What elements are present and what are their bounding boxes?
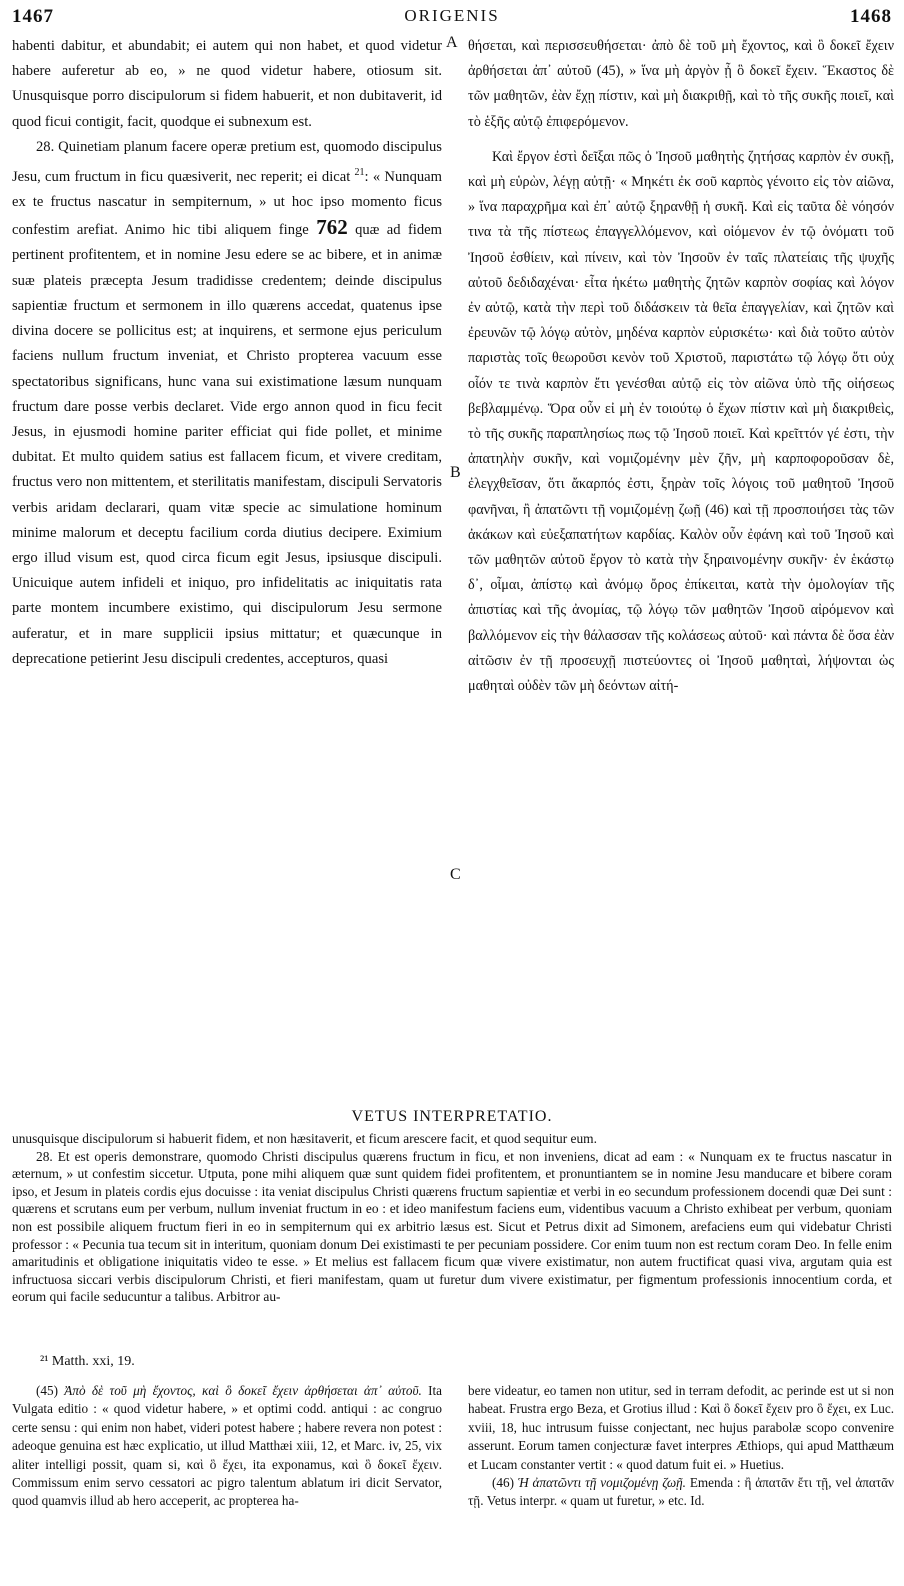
column-number-762: 762 <box>316 215 348 240</box>
note-46-label: (46) <box>492 1475 514 1491</box>
note-46-greek: Ἡ ἀπατῶντι τῇ νομιζομένῃ ζωῇ. <box>517 1475 686 1491</box>
running-title: ORIGENIS <box>404 6 500 25</box>
note-45-continued: bere videatur, eo tamen non utitur, sed in terram defodit, ac perinde est ut si non habeat. Frustra ergo Beza, et Grotius illud : Καὶ ὃ δοκεῖ ἔχειν pro ὃ ἔχει, ex Luc. xviii, 18, huc intrusum fuisse conjectant, nec hujus parabolæ scopo convenire asserunt. Eorum tamen conjecturæ favet interpres Æthiops, qui apud Matthæum et Lucam constanter vertit : « quod datum fuit ei. » Huetius. <box>468 1383 894 1472</box>
notes-left-column <box>12 1382 442 1511</box>
note-46-body: Emenda : ἢ ἀπατᾶν ἔτι τῇ, vel ἀπατᾶν τῇ. Vetus interpr. « quam ut furetur, » etc. Id. <box>468 1475 894 1509</box>
footnote-21: ²¹ Matth. xxi, 19. <box>40 1354 135 1369</box>
latin-paragraph-1: habenti dabitur, et abundabit; ei autem qui non habet, et quod videtur habere auferetur ab eo, » ne quod videtur habere, otiosum sit. Unusquisque porro discipulorum si fidem habuerit, et non dubitaverit, id quod ficui contigit, facit, quodque ei subnexum est. <box>12 38 442 130</box>
latin-paragraph-2 <box>12 135 442 672</box>
note-45-label: (45) <box>36 1383 58 1398</box>
latin-paragraph-2-middle: : « Nunquam ex te fructus nascatur in sempiternum, » ut hoc ipso momento ficus confestim arefiat. Animo hic tibi aliquem finge <box>12 168 442 239</box>
greek-paragraph-2: Καὶ ἔργον ἐστὶ δεῖξαι πῶς ὁ Ἰησοῦ μαθητὴς ζητήσας καρπὸν ἐν συκῇ, καὶ μὴ εὑρὼν, λέγῃ αὐτῇ· « Μηκέτι ἐκ σοῦ καρπὸς γένοιτο εἰς τὸν αἰῶνα, » ἵνα παραχρῆμα καὶ ἐπ᾽ αὐτῷ ξηρανθῇ ἡ συκῆ. Καὶ εἰς ταῦτα δὲ νόησόν τινα τὰ τῆς πίστεως ἐπαγγελλόμενον, καὶ οἰόμενον ἐν τῷ ὀνόματι τοῦ Ἰησοῦ ἐσθίειν, καὶ πίνειν, καὶ τὸν Ἰησοῦν ἐν ταῖς πλατείαις τῆς ψυχῆς αὐτοῦ δεδιδαχέναι· εἶτα ἡκέτω μαθητὴς ζητῶν καρπὸν σοφίας καὶ λόγον ἐν αὐτῷ, κατὰ τὴν περὶ τοῦ διδάσκειν τὰ θεῖα ἐπαγγελίαν, καὶ ζητῶν καὶ ἐρευνῶν τῷ λόγῳ αὐτὸν, μηδένα καρπὸν εὑρισκέτω· καὶ διὰ τοῦτο αὐτὸν παριστὰς τοῖς θεωροῦσι κενὸν τοῦ Χριστοῦ, παριστάτω τῷ λόγῳ ὅτι οὐχ οἷόν τε τινὰ καρπὸν ἔτι γενέσθαι αὐτῷ εἰς τὸν αἰῶνα ὑπὸ τῆς οἰήσεως βεβλαμμένῳ. Ὅρα οὖν εἰ μὴ ἐν τοιούτῳ ὁ ἔχων πίστιν καὶ μὴ διακριθεὶς, τὸ τῆς συκῆς παραπλησίως πως τῷ Ἰησοῦ ποιεῖ. Καὶ κρεῖττόν γέ ἐστι, τὴν ἀπατηλὴν συκῆν, καὶ νομιζομένην μὲν ζῆν, μὴ καρποφοροῦσαν δὲ, ἐλεγχθεῖσαν, ὅτι ἄκαρπός ἐστι, ξηρὰν τοῖς λόγοις τοῦ μαθητοῦ Ἰησοῦ φανῆναι, ἢ ἀπατῶντι τῇ νομιζομένῃ ζωῇ (46) καὶ τῇ προσποιήσει τὰς τῶν ἀκάκων καὶ εὐεξαπατήτων καρδίας. Καλὸν οὖν ἐφάνη καὶ τοῦ Ἰησοῦ καὶ τῶν μαθητῶν αὐτοῦ ἔργον τὸ κατὰ τὴν ξηραινομένην συκῆν· ἐν ἑκάστῳ δ᾽, οἶμαι, ἀπίστῳ καὶ ἀνόμῳ ὄρος ἐπίκειται, κατὰ τὴν ὁμολογίαν τῆς ἀπιστίας καὶ τῆς ἀνομίας, τῷ λόγῳ τῶν μαθητῶν Ἰησοῦ αἰρόμενον καὶ βαλλόμενον εἰς τὴν θάλασσαν τῆς κολάσεως αὐτοῦ· καὶ πάντα δὲ ὅσα ἐὰν αἰτῶσιν ἐν τῇ προσευχῇ πιστεύοντες οἱ Ἰησοῦ μαθηταὶ, λήψονται ὡς μαθηταὶ οὐδὲν τῶν μὴ δεόντων αἰτή- <box>468 148 894 695</box>
latin-paragraph-2-start: 28. Quinetiam planum facere operæ pretium est, quomodo discipulus Jesu, cum fructum in ficu quæsiverit, nec reperit; ei dicat <box>12 138 442 185</box>
greek-paragraph-1: θήσεται, καὶ περισσευθήσεται· ἀπὸ δὲ τοῦ μὴ ἔχοντος, καὶ ὃ δοκεῖ ἔχειν ἀρθήσεται ἀπ᾽ αὐτοῦ (45), » ἵνα μὴ ἀργὸν ᾖ ὃ δοκεῖ ἔχειν. Ἕκαστος δὲ τῶν μαθητῶν, ἐὰν ἔχῃ πίστιν, καὶ μὴ διακριθῇ, καὶ τὸ τῆς συκῆς ποιεῖ, καὶ τὸ ἑξῆς αὐτῷ ἐπιφερόμενον. <box>468 38 894 130</box>
margin-marker-b: B <box>450 464 461 481</box>
vetus-paragraph-1: unusquisque discipulorum si habuerit fidem, et non hæsitaverit, et ficum arescere facit, et quod sequitur eum. <box>12 1131 597 1146</box>
note-46 <box>468 1474 894 1511</box>
vetus-paragraph-2: 28. Et est operis demonstrare, quomodo Christi discipulus quærens fructum in ficu, et non inveniens, dicat ad eam : « Nunquam ex te fructus nascatur in æternum, » ut confestim siccetur. Utputa, pone mihi aliquem quæ sunt quidem fidei profitentem, et pronuntiantem se in nomine Jesu manducare et bibere coram ipso, et Jesum in plateis cordis ejus docuisse : ita veniat discipulus Christi quærens fructum sapientiæ et verbi in eo secundum professionem docendi quæ Dei sunt : quærens et scrutans eum per verbum, nullum inveniat fructum in eo : et ideo manifestum faciens eum, videntibus vacuum a Christo exhibeat per verbum, quoniam non est possibile aliquem fructum fieri in eo in sempiternum qui ex arbitrio læsus est. Sicut et Petrus dixit ad Simonem, arefaciens eum qui videbatur Christi professor : « Pecunia tua tecum sit in interitum, quoniam donum Dei existimasti te per pecuniam possidere. Cor enim tuum non est rectum coram Deo. In felle enim amaritudinis et obligatione iniquitatis video te esse. » Et melius est fallacem ficum quæ vivere existimatur, non autem fructificat quasi viva, argutam quia est infructuosa siccari verbis discipulorum Christi, et fieri manifestam, quam ut furetur dum vivere existimatur, per figmentum professionis innocentium corda, et eorum qui facile seducuntur a talibus. Arbitror au- <box>12 1148 892 1305</box>
page-number-left: 1467 <box>12 6 54 27</box>
latin-column <box>12 34 442 672</box>
margin-marker-c: C <box>450 866 461 883</box>
greek-column <box>468 34 894 699</box>
page-header <box>10 6 894 28</box>
vetus-interpretatio-heading: VETUS INTERPRETATIO. <box>351 1108 553 1125</box>
latin-paragraph-2-end: quæ ad fidem pertinent profitentem, et in nomine Jesu edere se ac bibere, et in animæ suæ plateis præcepta Jesum tradidisse credentem; deinde discipulus sapientiæ fructum et sermonem in illo quærens accedat, quatenus ipse divina docere se pollicitus est; at inquirens, et sermone ejus periculum faciens nullum fructum inveniat, et Christo propterea vacuum esse spectatoribus significans, hunc vana sui existimatione læsum nunquam fructum dare posse verbis declaret. Vide ergo annon quod in ficu fecit Jesus, in ejusmodi homine pariter efficiat qui fide pollet, et minime dubitat. Et multo quidem satius est fallacem ficum, et vivere creditam, fructus vero non mittentem, et sterilitatis manifestam, discipuli Servatoris verbis aridam declarari, quam vitæ specie ac simulatione hominum minime malorum et deceptu facilium corda diutius decipere. Eximium ergo illud visum est, quod circa ficum egit Jesus, ipsiusque discipuli. Unicuique autem infideli et iniquo, pro infidelitatis ac iniquitatis rata parte montem incumbere existimo, qui discipulorum Jesu sermone auferatur, et in mare supplicii ipsius mittatur; et quæcunque in deprecatione petierint Jesu discipuli credentes, accepturos, quasi <box>12 222 442 667</box>
vetus-interpretatio-text <box>12 1130 892 1306</box>
page-number-right: 1468 <box>850 6 892 27</box>
note-45-body: Ita Vulgata editio : « quod videtur habere, » et optimi codd. antiqui : ac congruo certe sensu : qui enim non habet, videri potest habere ; habere revera non potest : adeoque genuina est hæc explicatio, ut illud Matthæi xiii, 12, et Marc. iv, 25, vix aliter intelligi possit, quam si, καὶ ὃ ἔχει, ita exponamus, καὶ ὃ δοκεῖ ἔχειν. Commissum enim servo cessatori ac pigro talentum ablatum iri dicit Servator, quod quamvis illud ab hero acceperit, ac propterea ha- <box>12 1383 443 1509</box>
notes-right-column <box>468 1382 894 1511</box>
margin-marker-a: A <box>446 34 458 51</box>
page <box>10 6 894 1580</box>
note-45 <box>12 1382 442 1511</box>
footnote-reference: 21 <box>354 167 365 179</box>
note-45-greek: Ἀπὸ δὲ τοῦ μὴ ἔχοντος, καὶ ὃ δοκεῖ ἔχειν ἀρθήσεται ἀπ᾽ αὐτοῦ. <box>64 1383 422 1398</box>
